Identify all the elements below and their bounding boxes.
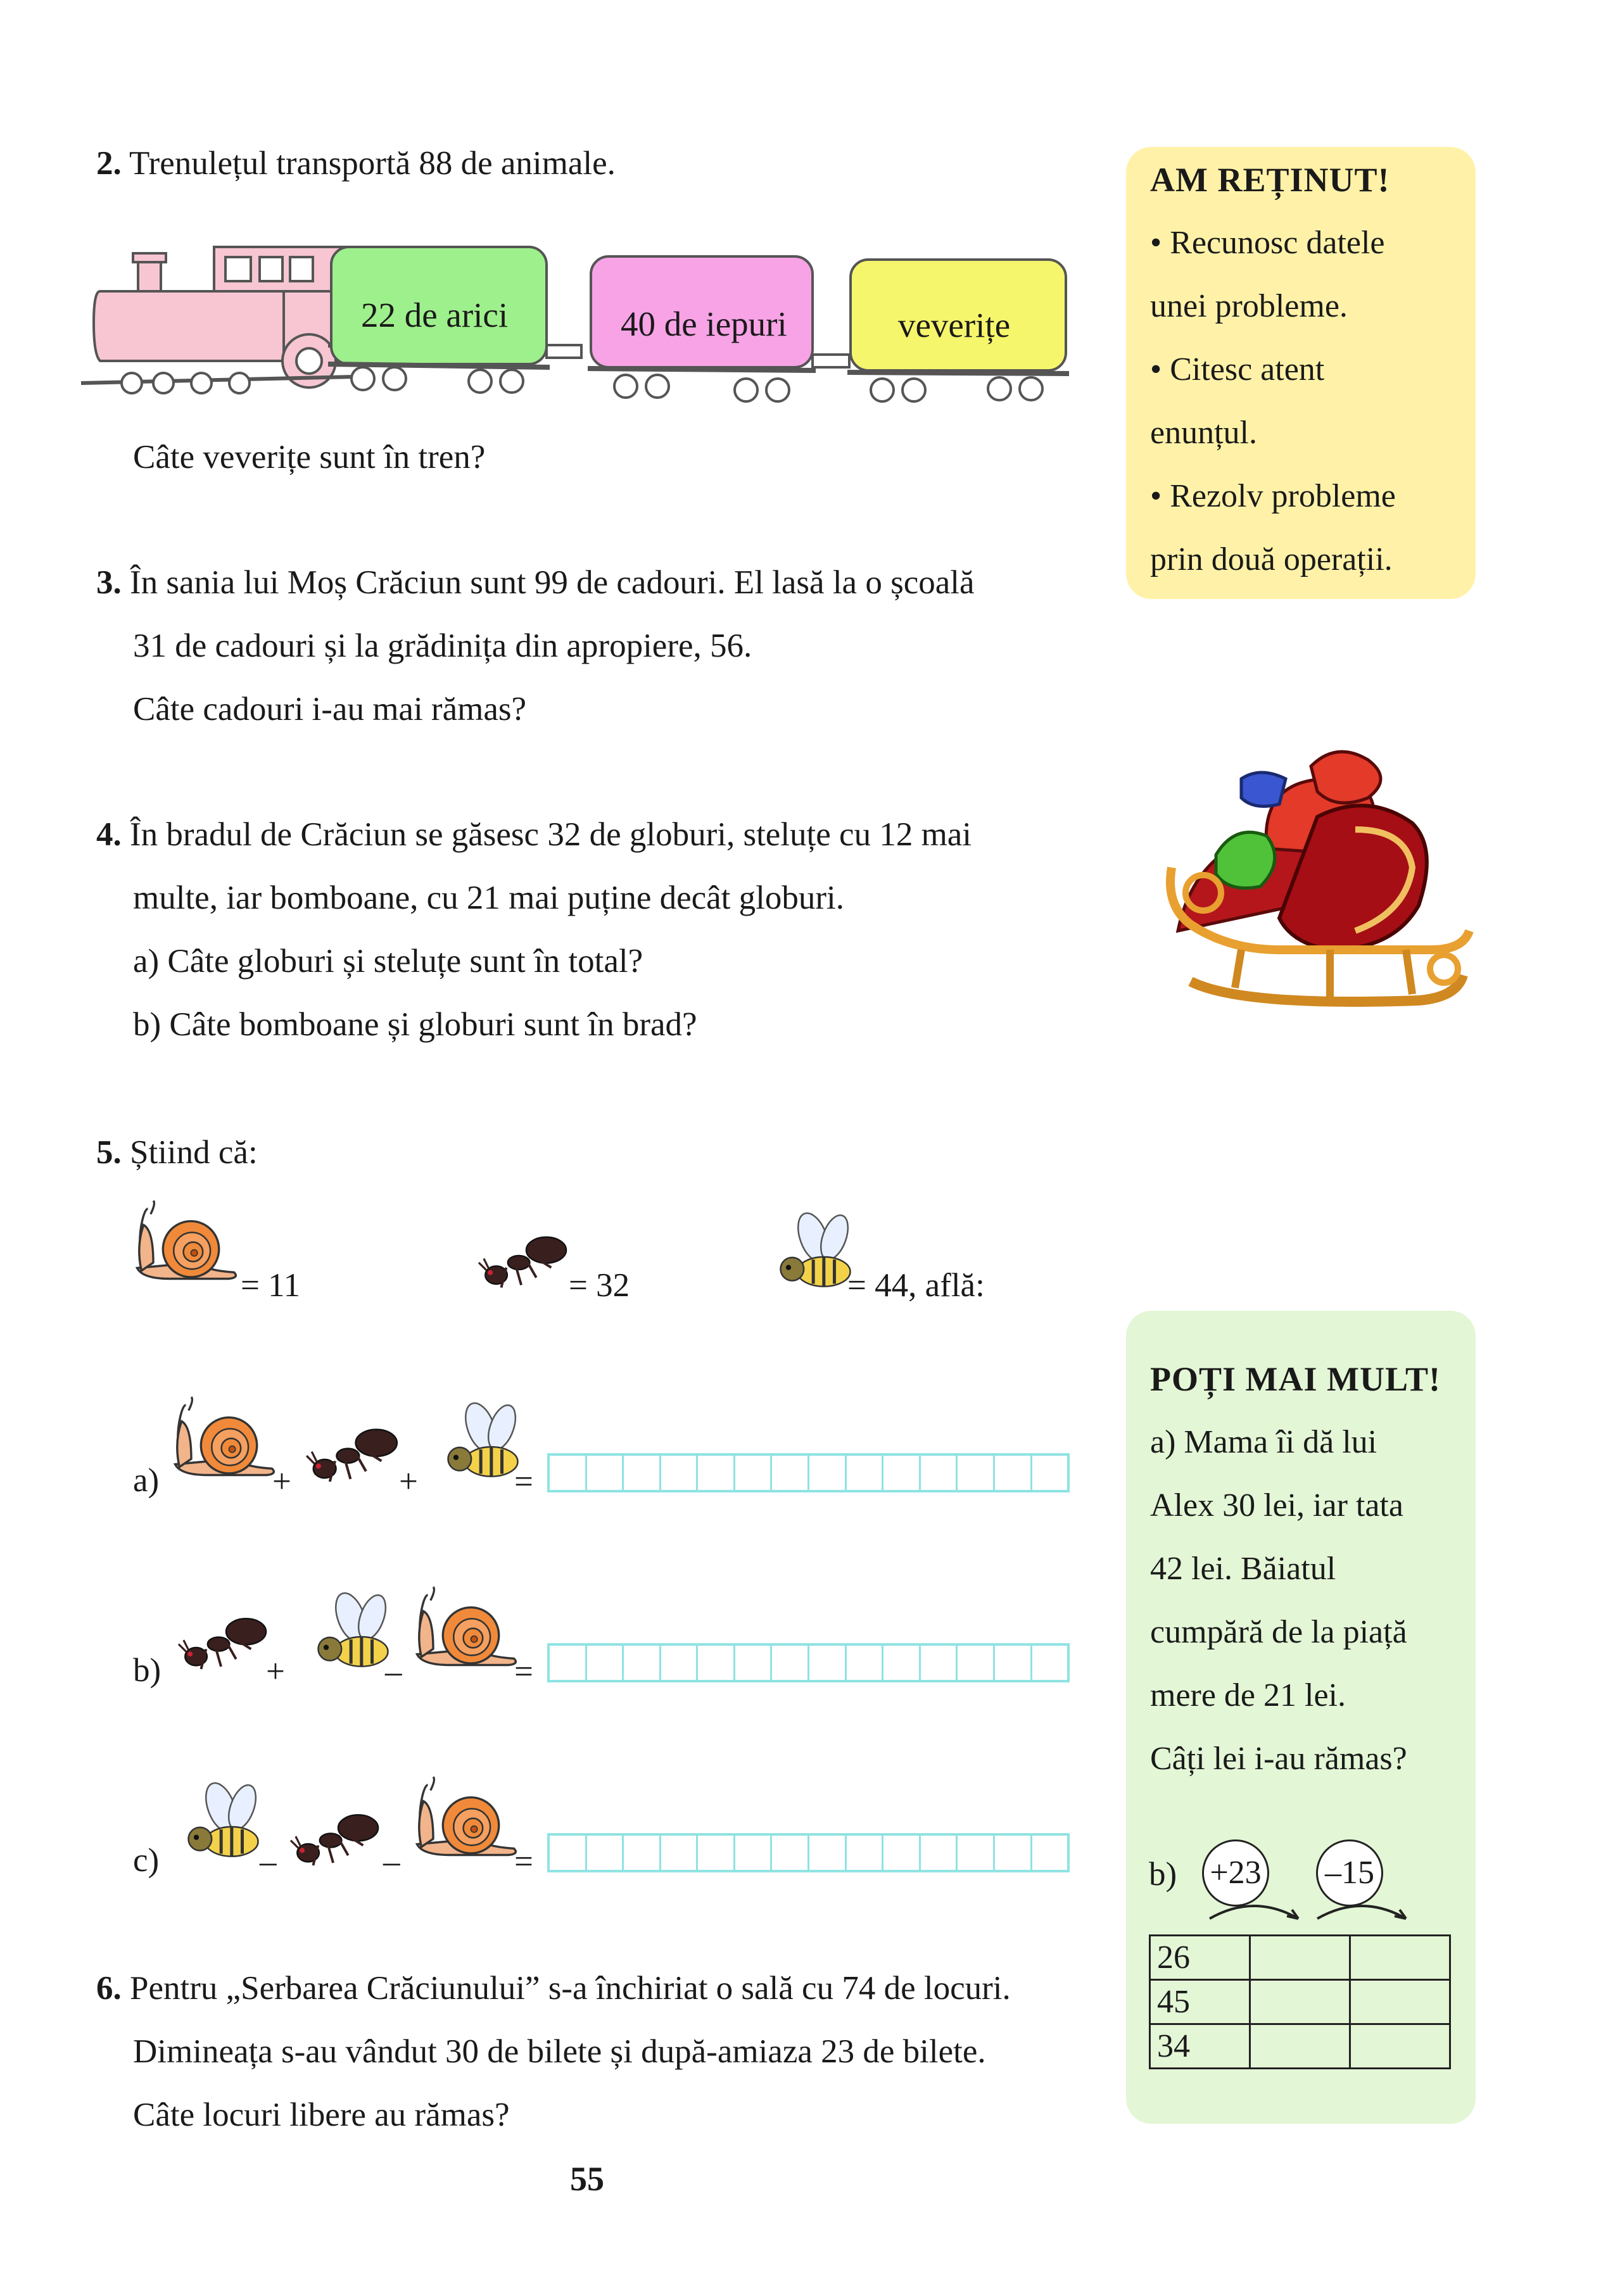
answer-grid-a[interactable] <box>547 1453 1070 1492</box>
problem-6-line-1 <box>96 1957 1011 2020</box>
bee-value: = 44, află: <box>847 1267 985 1304</box>
bee-icon <box>763 1203 858 1298</box>
challenge-title: POȚI MAI MULT! <box>1150 1360 1441 1398</box>
equals-sign: = <box>514 1463 533 1500</box>
remember-line: • Citesc atent <box>1150 351 1325 388</box>
problem-text: Pentru „Serbarea Crăciunului” s-a închiriat o sală cu 74 de locuri. <box>130 1970 1011 2007</box>
table-cell: 26 <box>1150 1936 1250 1980</box>
remember-line: • Rezolv probleme <box>1150 478 1396 514</box>
wagon-label-rabbits: 40 de iepuri <box>621 305 787 343</box>
table-cell: 45 <box>1150 1980 1250 2024</box>
challenge-line: mere de 21 lei. <box>1150 1677 1346 1713</box>
ant-icon <box>176 1602 271 1681</box>
problem-2-statement <box>96 132 616 195</box>
challenge-line: a) Mama îi dă lui <box>1150 1424 1377 1460</box>
challenge-b-label: b) <box>1149 1856 1177 1893</box>
bee-icon <box>171 1773 266 1868</box>
problem-4-line-2: multe, iar bomboane, cu 21 mai puține decât globuri. <box>133 880 844 916</box>
wagon-label-hedgehogs: 22 de arici <box>361 296 509 334</box>
answer-cell[interactable] <box>1350 2024 1450 2069</box>
problem-text: În sania lui Moș Crăciun sunt 99 de cadouri. El lasă la o școală <box>130 564 975 601</box>
remember-line: prin două operații. <box>1150 541 1393 577</box>
problem-3-line-1 <box>96 551 975 614</box>
answer-cell[interactable] <box>1250 2024 1350 2069</box>
answer-cell[interactable] <box>1250 1980 1350 2024</box>
table-row <box>1150 1980 1450 2024</box>
problem-5-intro <box>96 1121 258 1184</box>
operation-circle-plus: +23 <box>1202 1839 1269 1907</box>
ant-value: = 32 <box>569 1267 630 1304</box>
problem-2-question: Câte veverițe sunt în tren? <box>133 439 486 476</box>
remember-box <box>1126 147 1476 599</box>
equals-sign: = <box>514 1653 533 1690</box>
problem-number: 4. <box>96 816 122 853</box>
problem-number: 5. <box>96 1134 122 1171</box>
sleigh-icon <box>1165 741 1482 1026</box>
problem-number: 6. <box>96 1970 122 2007</box>
operator: + <box>272 1463 291 1500</box>
problem-4-question-b: b) Câte bomboane și globuri sunt în brad? <box>133 1006 697 1043</box>
bee-icon <box>301 1583 396 1678</box>
row-a-label: a) <box>133 1462 160 1499</box>
table-row <box>1150 1936 1450 1980</box>
problem-text: Trenulețul transportă 88 de animale. <box>129 145 616 182</box>
locomotive <box>81 247 353 393</box>
table-cell: 34 <box>1150 2024 1250 2069</box>
problem-number: 3. <box>96 564 122 601</box>
problem-4-question-a: a) Câte globuri și steluțe sunt în total? <box>133 943 643 980</box>
remember-line: • Recunosc datele <box>1150 225 1385 261</box>
remember-title: AM REȚINUT! <box>1150 161 1390 199</box>
problem-3-question: Câte cadouri i-au mai rămas? <box>133 691 526 728</box>
problem-number: 2. <box>96 145 122 182</box>
ant-icon <box>288 1798 383 1877</box>
answer-cell[interactable] <box>1350 1980 1450 2024</box>
snail-icon <box>412 1760 519 1874</box>
ant-icon <box>304 1412 402 1494</box>
challenge-line: Câți lei i-au rămas? <box>1150 1741 1407 1777</box>
problem-4-line-1 <box>96 803 972 866</box>
operations-table <box>1149 1934 1451 2069</box>
operator: – <box>385 1653 402 1690</box>
snail-icon <box>170 1380 277 1494</box>
arrows-icon <box>1197 1893 1425 1938</box>
operation-circle-minus: –15 <box>1316 1839 1383 1907</box>
snail-icon <box>412 1570 519 1684</box>
wagon-label-squirrels: veverițe <box>898 306 1011 344</box>
row-c-label: c) <box>133 1842 160 1879</box>
problem-6-line-2: Dimineața s-au vândut 30 de bilete și după-amiaza 23 de bilete. <box>133 2033 986 2070</box>
page-number: 55 <box>570 2160 604 2198</box>
challenge-line: 42 lei. Băiatul <box>1150 1551 1336 1587</box>
problem-3-line-2: 31 de cadouri și la grădinița din apropiere, 56. <box>133 628 752 664</box>
answer-cell[interactable] <box>1250 1936 1350 1980</box>
snail-value: = 11 <box>241 1267 301 1304</box>
problem-6-question: Câte locuri libere au rămas? <box>133 2097 510 2133</box>
operator: – <box>260 1843 277 1880</box>
ant-icon <box>476 1222 571 1298</box>
table-row <box>1150 2024 1450 2069</box>
remember-line: enunțul. <box>1150 415 1257 451</box>
equals-sign: = <box>514 1843 533 1880</box>
answer-grid-b[interactable] <box>547 1643 1070 1682</box>
challenge-line: Alex 30 lei, iar tata <box>1150 1487 1403 1523</box>
problem-text: În bradul de Crăciun se găsesc 32 de globuri, steluțe cu 12 mai <box>130 816 972 853</box>
operator: – <box>383 1843 400 1880</box>
snail-icon <box>132 1184 239 1298</box>
row-b-label: b) <box>133 1652 161 1689</box>
remember-line: unei probleme. <box>1150 288 1348 324</box>
bee-icon <box>431 1393 526 1488</box>
problem-text: Știind că: <box>130 1134 258 1171</box>
operator: + <box>399 1463 418 1500</box>
challenge-line: cumpără de la piață <box>1150 1614 1407 1650</box>
answer-grid-c[interactable] <box>547 1833 1070 1872</box>
operator: + <box>266 1653 285 1690</box>
answer-cell[interactable] <box>1350 1936 1450 1980</box>
